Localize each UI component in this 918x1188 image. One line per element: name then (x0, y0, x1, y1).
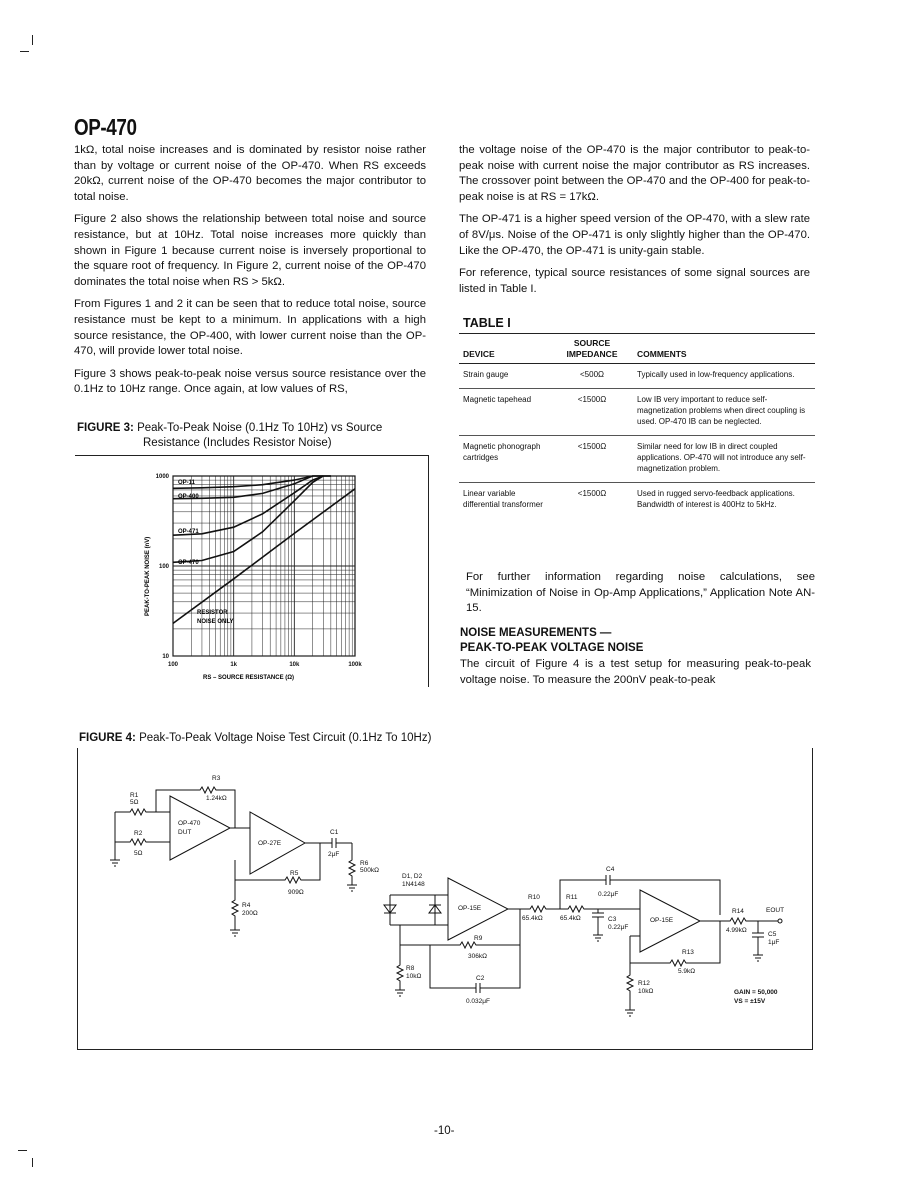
series-label-resistor-line2: NOISE ONLY (197, 619, 234, 625)
svg-text:OP-15E: OP-15E (650, 917, 674, 924)
figure3-caption (77, 421, 429, 451)
svg-text:VS = ±15V: VS = ±15V (734, 998, 766, 1005)
svg-text:5.9kΩ: 5.9kΩ (678, 968, 696, 975)
svg-text:C1: C1 (330, 829, 339, 836)
col-comments: COMMENTS (633, 336, 815, 364)
svg-text:R4: R4 (242, 902, 251, 909)
table-row: Linear variable differential transformer <1500Ω Used in rugged servo-feedback applications. Bandwidth of interest is 400Hz to 5kHz. (463, 489, 795, 509)
x-tick-label: 10k (289, 662, 300, 668)
y-tick-label: 100 (158, 564, 169, 570)
paragraph: Figure 3 shows peak-to-peak noise versus source resistance over the 0.1Hz to 10Hz range. Once again, at low values of RS, (74, 367, 426, 396)
figure3-caption-line2: Resistance (Includes Resistor Noise) (143, 437, 332, 449)
svg-text:5Ω: 5Ω (134, 850, 143, 857)
page-number: -10- (434, 1125, 455, 1137)
svg-text:R10: R10 (528, 894, 540, 901)
svg-text:909Ω: 909Ω (288, 889, 304, 896)
series-label-resistor-line1: RESISTOR (197, 610, 228, 616)
svg-text:OP-15E: OP-15E (458, 905, 482, 912)
series-line-resistor-noise-only (173, 489, 355, 624)
svg-text:0.22μF: 0.22μF (598, 891, 619, 898)
svg-text:C3: C3 (608, 916, 617, 923)
col-impedance: SOURCE IMPEDANCE (551, 336, 633, 364)
svg-text:R9: R9 (474, 935, 483, 942)
svg-text:2μF: 2μF (328, 851, 340, 858)
svg-text:0.22μF: 0.22μF (608, 924, 629, 931)
col-device: DEVICE (459, 336, 551, 364)
svg-text:R8: R8 (406, 965, 415, 972)
svg-text:DUT: DUT (178, 829, 192, 836)
page-title: OP-470 (74, 114, 137, 140)
right-column (459, 143, 810, 304)
paragraph: The OP-471 is a higher speed version of the OP-470, with a slew rate of 8V/μs. Noise of the OP-471 is only slightly higher than the OP-470. Like the OP-470, the OP-471 is unity-gain stable. (459, 213, 810, 257)
corner-mark (32, 35, 33, 45)
y-tick-label: 10 (162, 654, 169, 660)
x-axis-label: RS – SOURCE RESISTANCE (Ω) (203, 675, 295, 681)
paragraph: the voltage noise of the OP-470 is the major contributor to peak-to-peak noise with current noise the major contributor as RS increases. The crossover point between the OP-470 and the OP-400 for peak-to-peak noise is at RS = 17kΩ. (459, 144, 810, 203)
svg-text:D1, D2: D1, D2 (402, 873, 423, 880)
figure3-caption-line1: Peak-To-Peak Noise (0.1Hz To 10Hz) vs Source (137, 422, 383, 434)
table-rule (459, 333, 815, 334)
svg-text:R3: R3 (212, 775, 221, 782)
table-row: Strain gauge <500Ω Typically used in low-frequency applications. (459, 364, 815, 389)
source-impedance-table (459, 336, 815, 518)
paragraph: For reference, typical source resistances of some signal sources are listed in Table I. (459, 267, 810, 295)
svg-text:C5: C5 (768, 931, 777, 938)
y-tick-label: 1000 (155, 474, 169, 480)
svg-text:1N4148: 1N4148 (402, 881, 425, 888)
section-paragraph: The circuit of Figure 4 is a test setup for measuring peak-to-peak voltage noise. To measure the 200nV peak-to-peak (460, 658, 811, 686)
corner-mark (32, 1158, 33, 1167)
series-label-op400: OP-400 (178, 494, 199, 500)
section-heading: NOISE MEASUREMENTS — PEAK-TO-PEAK VOLTAGE NOISE (460, 627, 644, 654)
table-row: Magnetic tapehead <1500Ω Low IB very important to reduce self-magnetization problems when direct coupling is used. OP-470 IB can be neglected. (459, 389, 815, 436)
after-table-paragraph: For further information regarding noise calculations, see “Minimization of Noise in Op-Amp Applications,” Application Note AN-15. (466, 571, 815, 615)
svg-text:4.99kΩ: 4.99kΩ (726, 927, 747, 934)
svg-text:65.4kΩ: 65.4kΩ (522, 915, 543, 922)
x-tick-label: 1k (230, 662, 238, 668)
svg-text:R6: R6 (360, 860, 369, 867)
series-label-op11: OP-11 (178, 480, 196, 486)
svg-text:R1: R1 (130, 792, 139, 799)
y-axis-label: PEAK-TO-PEAK NOISE (nV) (145, 536, 151, 616)
svg-text:C2: C2 (476, 975, 485, 982)
svg-text:R12: R12 (638, 980, 650, 987)
svg-text:5Ω: 5Ω (130, 799, 139, 806)
test-circuit-schematic (90, 760, 810, 1045)
svg-text:65.4kΩ: 65.4kΩ (560, 915, 581, 922)
svg-text:R13: R13 (682, 949, 694, 956)
paragraph: 1kΩ, total noise increases and is dominated by resistor noise rather than by voltage or current noise of the OP-470. When RS exceeds 20kΩ, current noise of the OP-470 becomes the major contributor to total noise. (74, 144, 426, 203)
svg-text:GAIN = 50,000: GAIN = 50,000 (734, 989, 778, 996)
figure3-label: FIGURE 3: (77, 422, 134, 434)
svg-text:R14: R14 (732, 908, 744, 915)
figure4-caption: FIGURE 4: Peak-To-Peak Voltage Noise Test Circuit (0.1Hz To 10Hz) (79, 732, 432, 744)
series-label-op471: OP-471 (178, 529, 199, 535)
paragraph: Figure 2 also shows the relationship between total noise and source resistance, but at 10Hz. Total noise increases more quickly than shown in Figure 1 because current noise is inversely proportional to the square root of frequency. In Figure 2, current noise of the OP-470 dominates the total noise when RS > 5kΩ. (74, 213, 426, 288)
svg-text:200Ω: 200Ω (242, 910, 258, 917)
svg-text:EOUT: EOUT (766, 907, 785, 914)
svg-text:10kΩ: 10kΩ (406, 973, 422, 980)
svg-text:1.24kΩ: 1.24kΩ (206, 795, 227, 802)
svg-text:OP-470: OP-470 (178, 820, 201, 827)
figure3-frame (75, 455, 429, 456)
svg-text:306kΩ: 306kΩ (468, 953, 487, 960)
x-tick-label: 100k (348, 662, 362, 668)
noise-chart (135, 468, 375, 690)
svg-text:0.032μF: 0.032μF (466, 998, 490, 1005)
table-title: TABLE I (463, 316, 511, 330)
svg-text:500kΩ: 500kΩ (360, 867, 379, 874)
svg-text:C4: C4 (606, 866, 615, 873)
x-tick-label: 100 (167, 662, 179, 668)
table-row: Magnetic phonograph cartridges <1500Ω Similar need for low IB in direct coupled applications. OP-470 will not introduce any self-magnetization problem. (459, 436, 815, 483)
left-column (74, 143, 426, 405)
paragraph: From Figures 1 and 2 it can be seen that to reduce total noise, source resistance must be kept to a minimum. In applications with a high source resistance, the OP-400, with lower current noise than the OP-470, will provide lower total noise. (74, 298, 426, 358)
figure4-label: FIGURE 4: (79, 732, 136, 744)
corner-mark (18, 1150, 27, 1151)
svg-text:R5: R5 (290, 870, 299, 877)
svg-text:1μF: 1μF (768, 939, 780, 946)
figure3-frame (428, 455, 429, 687)
svg-text:R2: R2 (134, 830, 143, 837)
op470-opamp (170, 796, 230, 860)
svg-text:OP-27E: OP-27E (258, 840, 282, 847)
series-label-op470: OP-470 (178, 560, 199, 566)
svg-text:10kΩ: 10kΩ (638, 988, 654, 995)
corner-mark (20, 51, 29, 52)
table-header-row (459, 336, 815, 364)
svg-text:R11: R11 (566, 894, 578, 901)
